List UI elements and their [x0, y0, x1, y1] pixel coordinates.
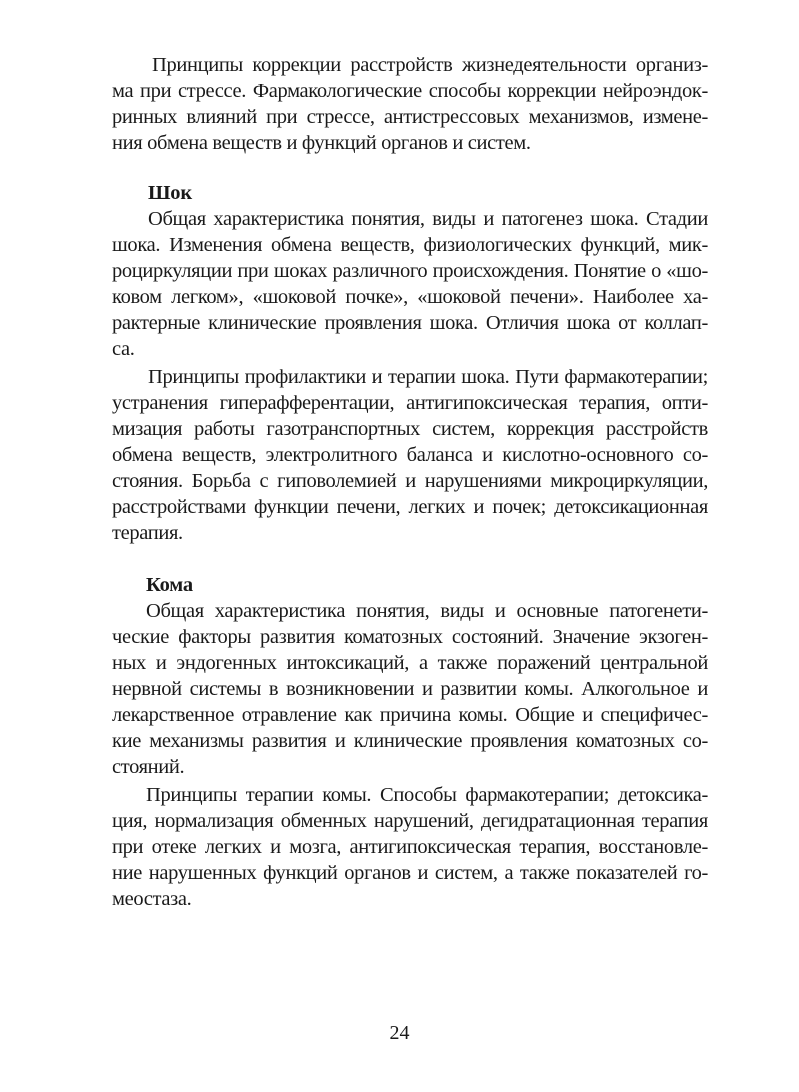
text-line: расстройствами функции печени, легких и почек; детоксикационная — [112, 496, 708, 518]
text-line: Принципы терапии комы. Способы фармакотерапии; детоксика- — [146, 784, 708, 806]
text-line: меостаза. — [112, 888, 192, 910]
text-line: ческие факторы развития коматозных состояний. Значение экзоген- — [112, 626, 708, 648]
text-line: Общая характеристика понятия, виды и основные патогенети- — [146, 600, 708, 622]
text-line: кие механизмы развития и клинические проявления коматозных со- — [112, 730, 708, 752]
text-line: терапия. — [112, 522, 183, 544]
text-line: стояния. Борьба с гиповолемией и нарушениями микроциркуляции, — [112, 470, 708, 492]
section-heading-coma: Кома — [146, 574, 193, 596]
text-line: ция, нормализация обменных нарушений, дегидратационная терапия — [112, 810, 708, 832]
text-line: Принципы коррекции расстройств жизнедеятельности организ- — [152, 54, 708, 76]
text-line: нервной системы в возникновении и развитии комы. Алкогольное и — [112, 678, 708, 700]
text-line: ковом легком», «шоковой почке», «шоковой печени». Наиболее ха- — [112, 286, 708, 308]
text-line: Принципы профилактики и терапии шока. Пути фармакотерапии; — [148, 366, 708, 388]
text-line: ма при стрессе. Фармакологические способы коррекции нейроэндок- — [112, 80, 708, 102]
text-line: мизация работы газотранспортных систем, коррекция расстройств — [112, 418, 708, 440]
text-line: лекарственное отравление как причина комы. Общие и специфичес- — [112, 704, 708, 726]
text-line: шока. Изменения обмена веществ, физиологических функций, мик- — [112, 234, 708, 256]
section-heading-shock: Шок — [148, 182, 192, 204]
page-number: 24 — [389, 1022, 410, 1044]
text-line: са. — [112, 338, 135, 360]
text-line: рактерные клинические проявления шока. Отличия шока от коллап- — [112, 312, 708, 334]
text-line: ния обмена веществ и функций органов и систем. — [112, 132, 531, 154]
text-line: роциркуляции при шоках различного происхождения. Понятие о «шо- — [112, 260, 708, 282]
text-line: ринных влияний при стрессе, антистрессовых механизмов, измене- — [112, 106, 708, 128]
text-line: ных и эндогенных интоксикаций, а также поражений центральной — [112, 652, 708, 674]
text-line: ние нарушенных функций органов и систем, а также показателей го- — [112, 862, 708, 884]
text-line: при отеке легких и мозга, антигипоксическая терапия, восстановле- — [112, 836, 708, 858]
text-line: стояний. — [112, 756, 185, 778]
text-line: обмена веществ, электролитного баланса и кислотно-основного со- — [112, 444, 708, 466]
text-line: устранения гиперафферентации, антигипоксическая терапия, опти- — [112, 392, 708, 414]
text-line: Общая характеристика понятия, виды и патогенез шока. Стадии — [148, 208, 708, 230]
